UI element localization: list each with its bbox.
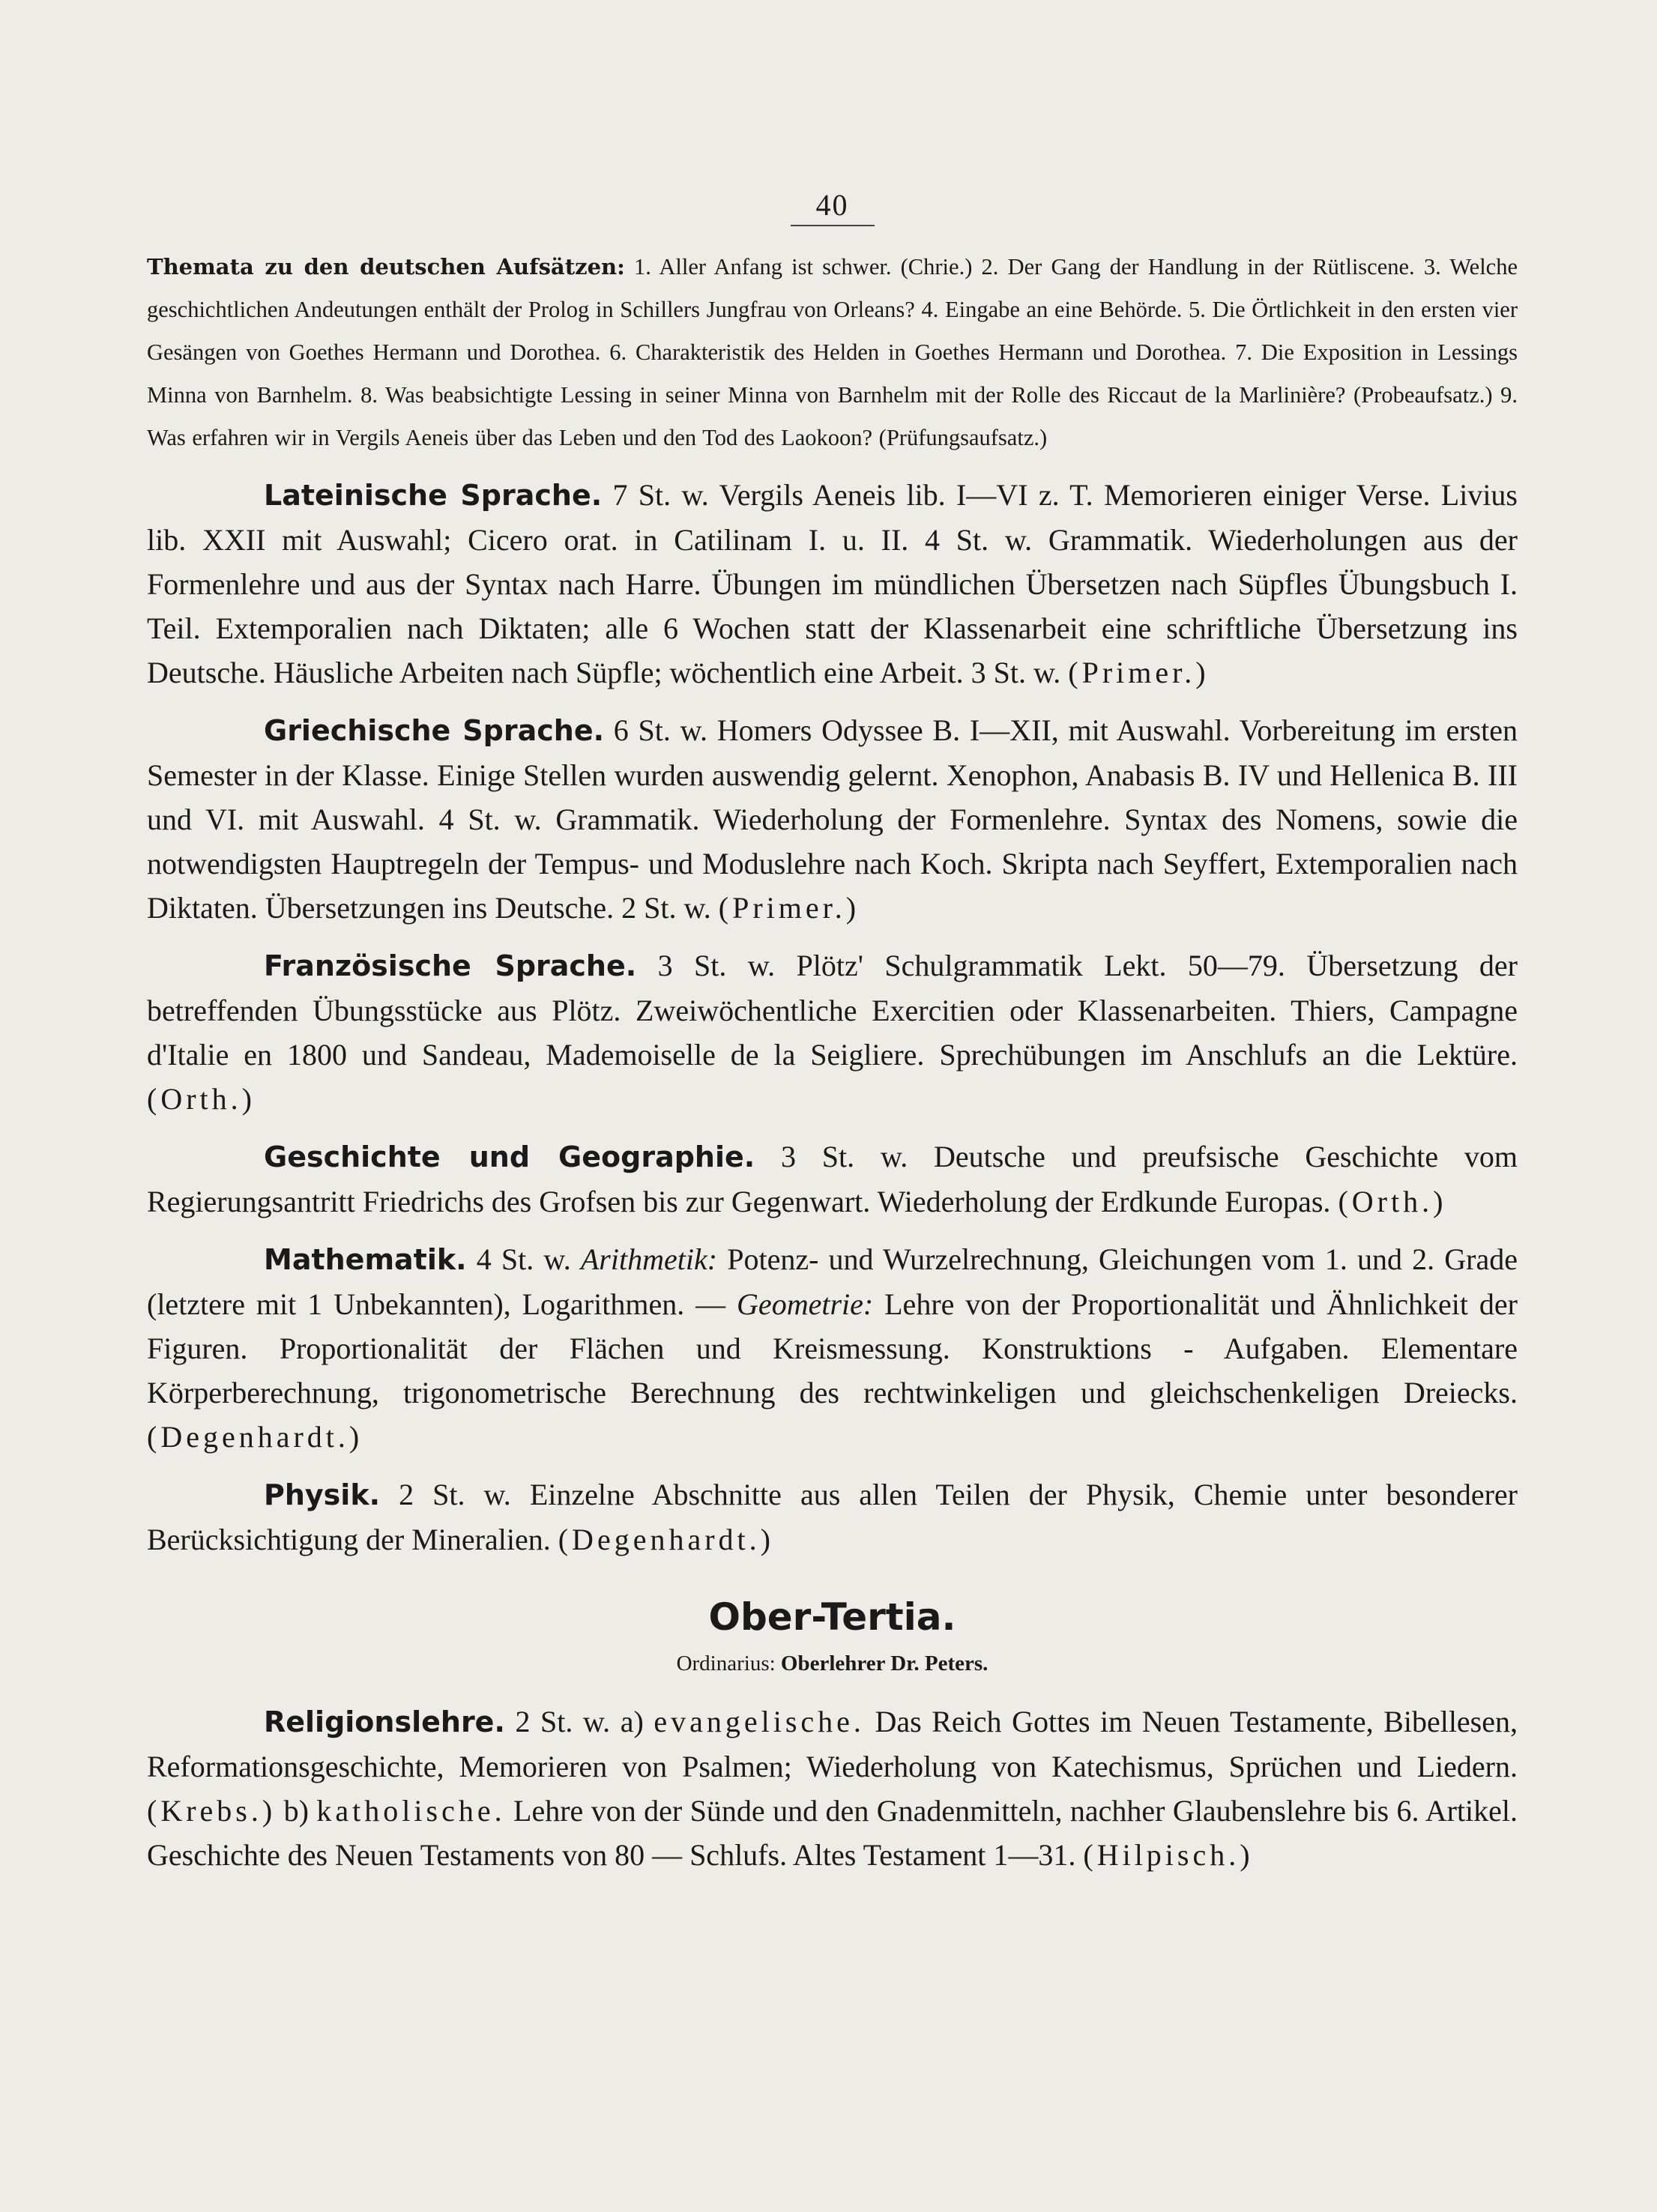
latin-subject: Lateinische Sprache.: [264, 479, 603, 512]
greek-paragraph: [147, 708, 1518, 930]
page-number: [147, 187, 1518, 226]
physics-teacher: (Degenhardt.): [558, 1523, 774, 1556]
greek-teacher: (Primer.): [718, 891, 860, 925]
essay-topics-heading: Themata zu den deutschen Aufsätzen:: [147, 254, 625, 279]
math-teacher: (Degenhardt.): [147, 1420, 363, 1454]
physics-text: 2 St. w. Einzelne Abschnitte aus allen Teilen der Physik, Chemie unter besonderer Berücksichtigung der Mineralien.: [147, 1478, 1518, 1556]
latin-teacher: (Primer.): [1068, 656, 1210, 689]
math-subject: Mathematik.: [264, 1243, 467, 1276]
math-arithmetic-text: Potenz- und Wurzelrechnung, Gleichungen vom 1. und 2. Grade (letztere mit 1 Unbekannten), Logarithmen. —: [147, 1242, 1518, 1321]
history-teacher: (Orth.): [1338, 1185, 1447, 1218]
french-text: 3 St. w. Plötz' Schulgrammatik Lekt. 50—79. Übersetzung der betreffenden Übungsstücke aus Plötz. Zweiwöchentliche Exercitien oder Klassenarbeiten. Thiers, Campagne d'Italie en 1800 und Sandeau, Mademoiselle de la Seigliere. Sprechübungen im Anschlufs an die Lektüre.: [147, 949, 1518, 1072]
latin-text: 7 St. w. Vergils Aeneis lib. I—VI z. T. Memorieren einiger Verse. Livius lib. XXII mit Auswahl; Cicero orat. in Catilinam I. u. II. 4 St. w. Grammatik. Wiederholungen aus der Formenlehre und aus der Syntax nach Harre. Übungen im mündlichen Übersetzen nach Süpfles Übungsbuch I. Teil. Extemporalien nach Diktaten; alle 6 Wochen statt der Klassenarbeit eine schriftliche Übersetzung ins Deutsche. Häusliche Arbeiten nach Süpfle; wöchentlich eine Arbeit. 3 St. w.: [147, 478, 1518, 689]
math-arithmetic-label: Arithmetik:: [580, 1242, 718, 1276]
math-paragraph: [147, 1237, 1518, 1459]
ordinarius-name: Oberlehrer Dr. Peters.: [780, 1652, 989, 1675]
religion-subject: Religionslehre.: [264, 1705, 505, 1738]
math-geometry-text: Lehre von der Proportionalität und Ähnlichkeit der Figuren. Proportionalität der Flächen und Kreismessung. Konstruktions - Aufgaben. Elementare Körperberechnung, trigonometrische Berechnung des rechtwinkeligen und gleichschenkeligen Dreiecks.: [147, 1287, 1518, 1409]
page-number-text: 40: [791, 187, 875, 226]
history-text: 3 St. w. Deutsche und preufsische Geschichte vom Regierungsantritt Friedrichs des Grofsen bis zur Gegenwart. Wiederholung der Erdkunde Europas.: [147, 1140, 1518, 1218]
religion-catholic-text: Lehre von der Sünde und den Gnadenmitteln, nachher Glaubenslehre bis 6. Artikel. Geschichte des Neuen Testaments von 80 — Schlufs. Altes Testament 1—31.: [147, 1794, 1518, 1872]
religion-catholic-teacher: (Hilpisch.): [1083, 1838, 1254, 1872]
math-hours: 4 St. w.: [476, 1242, 571, 1276]
french-teacher: (Orth.): [147, 1082, 256, 1116]
history-subject: Geschichte und Geographie.: [264, 1140, 755, 1173]
greek-text: 6 St. w. Homers Odyssee B. I—XII, mit Auswahl. Vorbereitung im ersten Semester in der Klasse. Einige Stellen wurden auswendig gelernt. Xenophon, Anabasis B. IV und Hellenica B. III und VI. mit Auswahl. 4 St. w. Grammatik. Wiederholung der Formenlehre. Syntax des Nomens, sowie die notwendigsten Hauptregeln der Tempus- und Moduslehre nach Koch. Skripta nach Seyffert, Extemporalien nach Diktaten. Übersetzungen ins Deutsche. 2 St. w.: [147, 713, 1518, 925]
french-paragraph: [147, 943, 1518, 1121]
ordinarius-line: [147, 1649, 1518, 1678]
physics-paragraph: [147, 1472, 1518, 1562]
essay-topics-text: 1. Aller Anfang ist schwer. (Chrie.) 2. Der Gang der Handlung in der Rütliscene. 3. Welche geschichtlichen Andeutungen enthält der Prolog in Schillers Jungfrau von Orleans? 4. Eingabe an eine Behörde. 5. Die Örtlichkeit in den ersten vier Gesängen von Goethes Hermann und Dorothea. 6. Charakteristik des Helden in Goethes Hermann und Dorothea. 7. Die Exposition in Lessings Minna von Barnhelm. 8. Was beabsichtigte Lessing in seiner Minna von Barnhelm mit der Rolle des Riccaut de la Marlinière? (Probeaufsatz.) 9. Was erfahren wir in Vergils Aeneis über das Leben und den Tod des Laokoon? (Prüfungsaufsatz.): [147, 254, 1518, 450]
religion-hours: 2 St. w. a): [515, 1705, 644, 1738]
religion-paragraph: [147, 1699, 1518, 1877]
religion-catholic-label: katholische.: [316, 1794, 506, 1828]
essay-topics-paragraph: [147, 246, 1518, 459]
ordinarius-label: Ordinarius:: [676, 1652, 776, 1675]
religion-evangelical-text: Das Reich Gottes im Neuen Testamente, Bibellesen, Reformationsgeschichte, Memorieren von Psalmen; Wiederholung von Katechismus, Sprüchen und Liedern.: [147, 1705, 1518, 1783]
religion-evangelical-label: evangelische.: [654, 1705, 865, 1738]
religion-catholic-prefix: b): [283, 1794, 309, 1828]
physics-subject: Physik.: [264, 1478, 381, 1511]
greek-subject: Griechische Sprache.: [264, 714, 605, 747]
latin-paragraph: [147, 473, 1518, 695]
religion-evangelical-teacher: (Krebs.): [147, 1794, 277, 1828]
section-title: Ober-Tertia.: [708, 1595, 956, 1639]
french-subject: Französische Sprache.: [264, 949, 637, 982]
math-geometry-label: Geometrie:: [737, 1287, 874, 1321]
history-paragraph: [147, 1134, 1518, 1224]
